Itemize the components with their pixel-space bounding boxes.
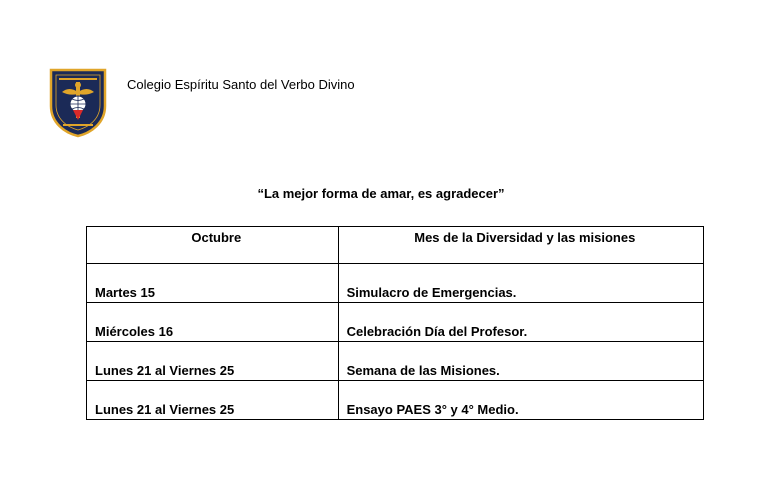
table-row [87,342,704,381]
date-cell: Lunes 21 al Viernes 25 [87,381,339,420]
motto: “La mejor forma de amar, es agradecer” [257,186,505,201]
event-cell: Celebración Día del Profesor. [338,303,703,342]
column-header-theme: Mes de la Diversidad y las misiones [338,227,703,264]
table-row [87,381,704,420]
date-cell: Lunes 21 al Viernes 25 [87,342,339,381]
date-cell: Martes 15 [87,264,339,303]
table-row [87,303,704,342]
event-cell: Semana de las Misiones. [338,342,703,381]
event-cell: Simulacro de Emergencias. [338,264,703,303]
school-name: Colegio Espíritu Santo del Verbo Divino [127,77,355,92]
event-cell: Ensayo PAES 3° y 4° Medio. [338,381,703,420]
table-row [87,264,704,303]
school-crest-icon [49,68,107,138]
calendar-table [86,226,704,420]
date-cell: Miércoles 16 [87,303,339,342]
table-header-row [87,227,704,264]
column-header-month: Octubre [87,227,339,264]
